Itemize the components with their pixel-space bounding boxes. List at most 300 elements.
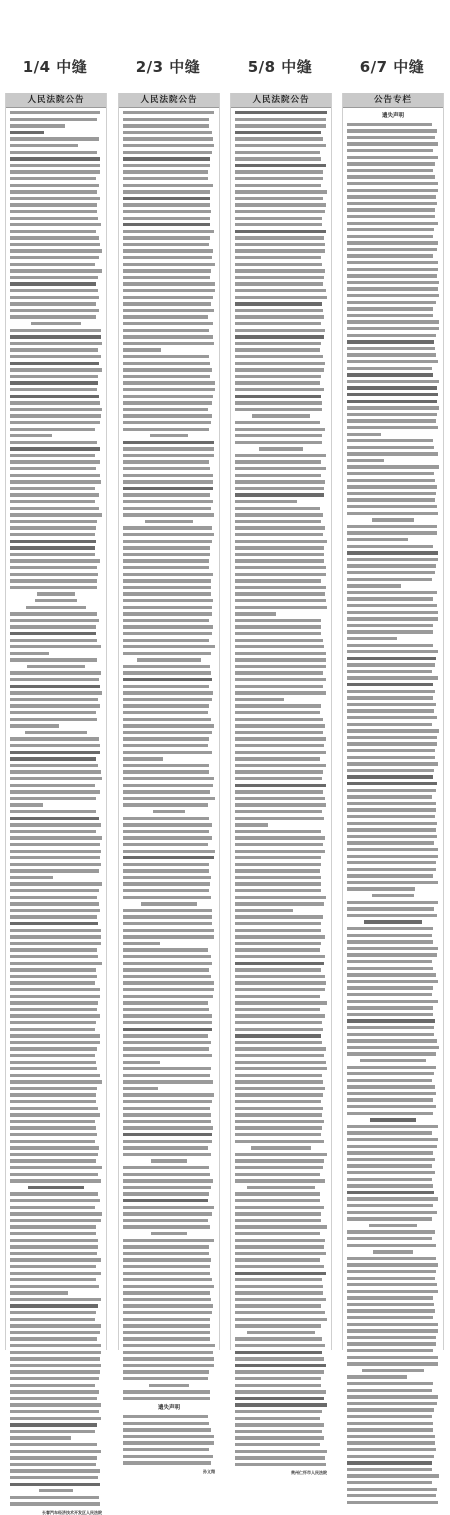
notice-text-line (235, 678, 327, 684)
notice-text-line (123, 889, 215, 895)
notice-text-line (123, 395, 215, 401)
notice-text-line (123, 335, 215, 341)
notice-text-line (347, 189, 439, 195)
notice-text-line (347, 1059, 439, 1065)
notice-text-line (123, 1087, 215, 1093)
notice-text-line (123, 1219, 215, 1225)
notice-text-line (347, 287, 439, 293)
notice-text-line (347, 742, 439, 748)
notice-text-line (10, 1126, 102, 1132)
notice-text-line (347, 1395, 439, 1401)
notice-text-line (10, 678, 102, 684)
notice-text-line (123, 1001, 215, 1007)
notice-text-line (235, 124, 327, 130)
notice-text-line (10, 401, 102, 407)
notice-text-line (235, 500, 327, 506)
notice-text-line (347, 314, 439, 320)
notice-text-line (123, 177, 215, 183)
notice-text-line (123, 249, 215, 255)
notice-text-line (10, 1423, 102, 1429)
notice-text-line (10, 315, 102, 321)
notice-text-line (123, 876, 215, 882)
notice-text-line (235, 1074, 327, 1080)
notice-text-line (347, 907, 439, 913)
notice-text-line (347, 419, 439, 425)
notice-text-line (123, 243, 215, 249)
notice-text-line (235, 935, 327, 941)
notice-text-line (347, 736, 439, 742)
notice-text-line (235, 170, 327, 176)
notice-text-line (123, 1324, 215, 1330)
notice-text-line (347, 228, 439, 234)
notice-text-line (10, 625, 102, 631)
notice-text-line (347, 1019, 439, 1025)
notice-text-line (235, 718, 327, 724)
notice-text-line (10, 770, 102, 776)
notice-text-line (347, 637, 439, 643)
notice-text-line (123, 487, 215, 493)
notice-text-line (123, 157, 215, 163)
notice-text-line (235, 513, 327, 519)
notice-text-line (123, 111, 215, 117)
notice-text-line (10, 882, 102, 888)
notice-text-line (347, 617, 439, 623)
notice-text-line (123, 817, 215, 823)
notice-text-line (123, 606, 215, 612)
notice-text-line (10, 434, 102, 440)
notice-text-line (235, 863, 327, 869)
notice-text-line (123, 1173, 215, 1179)
notice-text-line (235, 428, 327, 434)
notice-text-line (347, 663, 439, 669)
notice-text-line (123, 612, 215, 618)
notice-text-line (235, 1436, 327, 1442)
notice-text-line (347, 1000, 439, 1006)
notice-text-line (347, 222, 439, 228)
notice-text-line (235, 1384, 327, 1390)
notice-text-line (235, 1179, 327, 1185)
notice-text-line (10, 1384, 102, 1390)
notice-text-line (347, 406, 439, 412)
notice-text-line (347, 162, 439, 168)
notice-text-line (10, 1469, 102, 1475)
notice-text-line (235, 1239, 327, 1245)
notice-text-line (235, 441, 327, 447)
notice-text-line (10, 454, 102, 460)
notice-text-line (235, 276, 327, 282)
notice-text-line (235, 1430, 327, 1436)
notice-text-line (347, 1342, 439, 1348)
notice-text-line (347, 1072, 439, 1078)
notice-text-line (235, 639, 327, 645)
notice-text-line (10, 968, 102, 974)
notice-text-line (235, 329, 327, 335)
notice-text-line (123, 586, 215, 592)
notice-text-line (235, 968, 327, 974)
notice-text-line (10, 1001, 102, 1007)
notice-text-line (347, 347, 439, 353)
notice-text-line (347, 446, 439, 452)
notice-text-line (123, 592, 215, 598)
notice-text-line (10, 1364, 102, 1370)
notice-text-line (10, 1166, 102, 1172)
notice-text-line (235, 1397, 327, 1403)
notice-text-line (347, 1349, 439, 1355)
notice-text-line (10, 493, 102, 499)
notice-text-line (347, 1336, 439, 1342)
notice-text-line (235, 533, 327, 539)
notice-text-line (347, 195, 439, 201)
notice-text-line (235, 777, 327, 783)
notice-text-line (10, 1265, 102, 1271)
notice-text-line (235, 737, 327, 743)
notice-text-line (347, 452, 439, 458)
notice-text-line (235, 902, 327, 908)
notice-text-line (123, 1133, 215, 1139)
notice-text-line (235, 1126, 327, 1132)
notice-text-line (235, 1212, 327, 1218)
notice-text-line (347, 993, 439, 999)
notice-text-line (10, 1008, 102, 1014)
notice-text-line (123, 1212, 215, 1218)
notice-text-line (123, 1351, 215, 1357)
notice-text-line (347, 1105, 439, 1111)
notice-text-line (10, 1410, 102, 1416)
column-header-1: 1/4 中缝 (22, 58, 88, 76)
notice-text-line (347, 762, 439, 768)
notice-text-line (235, 1014, 327, 1020)
notice-text-line (347, 248, 439, 254)
notice-text-line (123, 619, 215, 625)
notice-text-line (123, 223, 215, 229)
notice-text-line (10, 744, 102, 750)
notice-text-line (235, 553, 327, 559)
notice-text-line (235, 269, 327, 275)
notice-text-line (10, 1232, 102, 1238)
notice-text-line (123, 909, 215, 915)
notice-text-line (123, 790, 215, 796)
notice-text-line (123, 579, 215, 585)
notice-text-line (347, 1052, 439, 1058)
notice-text-line (235, 368, 327, 374)
notice-text-line (347, 1316, 439, 1322)
notice-text-line (235, 1377, 327, 1383)
notice-text-line (10, 1331, 102, 1337)
notice-text-line (235, 665, 327, 671)
notice-text-line (10, 526, 102, 532)
notice-text-line (347, 1006, 439, 1012)
notice-text-line (10, 592, 102, 598)
notice-text-line (347, 320, 439, 326)
notice-text-line (347, 657, 439, 663)
notice-text-line (347, 914, 439, 920)
notice-text-line (123, 1140, 215, 1146)
notice-text-line (123, 777, 215, 783)
notice-text-line (347, 861, 439, 867)
notice-text-line (123, 981, 215, 987)
notice-text-line (10, 619, 102, 625)
notice-text-line (123, 322, 215, 328)
notice-text-line (123, 414, 215, 420)
notice-signature: 贵州仁怀市人民法院 (291, 1470, 327, 1476)
notice-text-line (235, 1324, 327, 1330)
notice-text-line (10, 1351, 102, 1357)
notice-text-line (235, 652, 327, 658)
notice-text-line (235, 1258, 327, 1264)
notice-text-line (123, 1298, 215, 1304)
notice-text-line (235, 784, 327, 790)
notice-text-line (10, 698, 102, 704)
notice-text-line (347, 690, 439, 696)
notice-text-line (235, 302, 327, 308)
notice-text-line (123, 810, 215, 816)
notice-text-line (347, 525, 439, 531)
notice-text-line (123, 1415, 215, 1421)
notice-text-line (235, 111, 327, 117)
notice-text-line (347, 1026, 439, 1032)
notice-text-line (235, 1008, 327, 1014)
notice-text-line (10, 408, 102, 414)
notice-text-line (123, 1258, 215, 1264)
notice-text-line (347, 1250, 439, 1256)
notice-text-line (123, 428, 215, 434)
notice-text-line (347, 1085, 439, 1091)
notice-text-line (235, 1272, 327, 1278)
notice-text-line (10, 507, 102, 513)
notice-text-line (123, 408, 215, 414)
notice-text-line (10, 151, 102, 157)
notice-text-line (235, 190, 327, 196)
notice-text-line (347, 578, 439, 584)
notice-text-line (10, 243, 102, 249)
notice-text-line (123, 1199, 215, 1205)
notice-text-line (235, 797, 327, 803)
notice-text-line (235, 375, 327, 381)
notice-text-line (10, 915, 102, 921)
notice-text-line (123, 988, 215, 994)
notice-text-line (10, 1074, 102, 1080)
notice-text-line (235, 164, 327, 170)
notice-text-line (235, 876, 327, 882)
notice-text-line (10, 896, 102, 902)
notice-text-line (123, 1265, 215, 1271)
notice-text-line (347, 215, 439, 221)
notice-text-line (347, 558, 439, 564)
notice-text-line (347, 1158, 439, 1164)
notice-text-line (10, 1258, 102, 1264)
notice-text-line (347, 808, 439, 814)
notice-text-line (235, 217, 327, 223)
notice-text-line (123, 770, 215, 776)
notice-text-line (10, 170, 102, 176)
notice-text-line (235, 882, 327, 888)
notice-text-line (10, 1502, 102, 1508)
notice-text-line (347, 591, 439, 597)
notice-text-line (123, 1364, 215, 1370)
notice-text-line (10, 1245, 102, 1251)
notice-text-line (235, 151, 327, 157)
notice-text-line (347, 716, 439, 722)
notice-text-line (123, 1377, 215, 1383)
notice-text-line (123, 1232, 215, 1238)
notice-text-line (123, 922, 215, 928)
notice-text-line (347, 1046, 439, 1052)
notice-text-line (10, 1067, 102, 1073)
notice-text-line (347, 538, 439, 544)
notice-text-line (347, 1375, 439, 1381)
notice-text-line (123, 1428, 215, 1434)
notice-text-line (235, 309, 327, 315)
notice-text-line (123, 566, 215, 572)
notice-text-line (10, 1450, 102, 1456)
notice-text-line (347, 439, 439, 445)
notice-text-line (347, 973, 439, 979)
notice-text-line (347, 789, 439, 795)
notice-text-line (235, 559, 327, 565)
notice-text-line (123, 869, 215, 875)
notice-text-line (347, 1244, 439, 1250)
notice-text-line (235, 355, 327, 361)
notice-text-line (123, 718, 215, 724)
notice-text-line (235, 1001, 327, 1007)
notice-text-line (10, 447, 102, 453)
notice-text-line (347, 1092, 439, 1098)
notice-text-line (235, 157, 327, 163)
section-title: 遗失声明 (381, 113, 404, 119)
notice-text-line (235, 256, 327, 262)
notice-text-line (123, 355, 215, 361)
notice-text-line (347, 1362, 439, 1368)
notice-text-line (10, 1397, 102, 1403)
notice-text-line (235, 1265, 327, 1271)
notice-text-line (347, 340, 439, 346)
notice-text-line (347, 1488, 439, 1494)
notice-text-line (123, 197, 215, 203)
notice-text-line (235, 612, 327, 618)
column-title: 人民法院公告 (6, 93, 106, 108)
notice-text-line (123, 751, 215, 757)
notice-text-line (10, 935, 102, 941)
notice-text-line (235, 1390, 327, 1396)
notice-text-line (123, 645, 215, 651)
column-title: 人民法院公告 (119, 93, 219, 108)
notice-text-line (347, 756, 439, 762)
notice-text-line (123, 348, 215, 354)
notice-text-line (347, 1494, 439, 1500)
notice-text-line (235, 1199, 327, 1205)
notice-text-line (123, 296, 215, 302)
notice-text-line (235, 401, 327, 407)
notice-text-line (347, 182, 439, 188)
notice-text-line (123, 625, 215, 631)
notice-text-line (347, 518, 439, 524)
notice-text-line (347, 380, 439, 386)
notice-text-line (347, 261, 439, 267)
notice-text-line (347, 1125, 439, 1131)
notice-text-line (347, 1033, 439, 1039)
notice-text-line (123, 1337, 215, 1343)
notice-text-line (123, 1166, 215, 1172)
notice-text-line (10, 1173, 102, 1179)
notice-text-line (347, 571, 439, 577)
notice-text-line (10, 1080, 102, 1086)
notice-text-line (123, 1100, 215, 1106)
notice-text-line (10, 711, 102, 717)
notice-text-line (123, 1146, 215, 1152)
notice-text-line (10, 639, 102, 645)
notice-text-line (123, 553, 215, 559)
notice-text-line (10, 269, 102, 275)
notice-text-line (235, 685, 327, 691)
notice-text-line (123, 441, 215, 447)
notice-text-line (235, 1298, 327, 1304)
notice-text-line (123, 151, 215, 157)
notice-text-line (123, 401, 215, 407)
notice-text-line (235, 131, 327, 137)
notice-text-line (10, 718, 102, 724)
notice-text-line (10, 1021, 102, 1027)
notice-text-line (235, 566, 327, 572)
notice-text-line (235, 698, 327, 704)
notice-text-line (347, 400, 439, 406)
notice-text-line (123, 388, 215, 394)
notice-text-line (123, 1028, 215, 1034)
notice-text-line (235, 289, 327, 295)
notice-text-line (347, 1171, 439, 1177)
notice-text-line (235, 408, 327, 414)
notice-text-line (123, 704, 215, 710)
notice-text-line (10, 1436, 102, 1442)
notice-text-line (10, 1159, 102, 1165)
notice-text-line (347, 1178, 439, 1184)
notice-text-line (10, 658, 102, 664)
notice-text-line (10, 1087, 102, 1093)
notice-text-line (235, 1054, 327, 1060)
notice-text-line (347, 940, 439, 946)
notice-text-line (235, 929, 327, 935)
notice-text-line (347, 624, 439, 630)
column-body (119, 108, 219, 1474)
notice-text-line (10, 566, 102, 572)
notice-text-line (235, 1443, 327, 1449)
notice-text-line (123, 902, 215, 908)
notice-text-line (123, 1331, 215, 1337)
notice-text-line (235, 362, 327, 368)
notice-text-line (123, 309, 215, 315)
notice-text-line (123, 1278, 215, 1284)
notice-column-4 (342, 93, 444, 1350)
notice-text-line (10, 988, 102, 994)
notice-text-line (123, 850, 215, 856)
notice-text-line (123, 447, 215, 453)
notice-text-line (235, 1093, 327, 1099)
column-title: 人民法院公告 (231, 93, 331, 108)
notice-text-line (10, 1206, 102, 1212)
notice-text-line (235, 1291, 327, 1297)
notice-text-line (123, 803, 215, 809)
notice-text-line (347, 782, 439, 788)
notice-text-line (10, 395, 102, 401)
notice-text-line (235, 843, 327, 849)
notice-text-line (10, 375, 102, 381)
notice-text-line (235, 1159, 327, 1165)
notice-text-line (123, 513, 215, 519)
notice-text-line (235, 1450, 327, 1456)
notice-text-line (235, 487, 327, 493)
notice-text-line (10, 1054, 102, 1060)
notice-text-line (10, 1107, 102, 1113)
notice-text-line (235, 1173, 327, 1179)
